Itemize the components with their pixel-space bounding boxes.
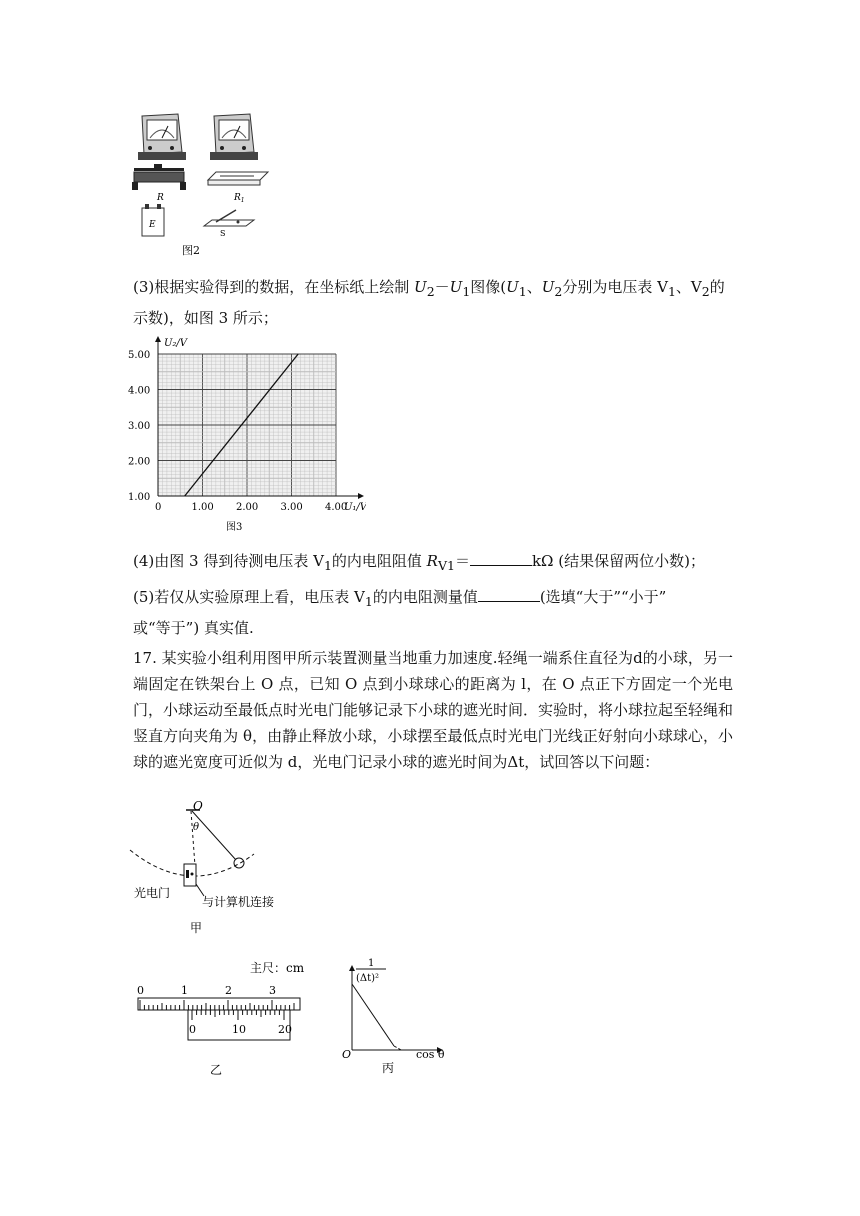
- question-17: 17. 某实验小组利用图甲所示装置测量当地重力加速度.轻绳一端系住直径为d的小球，另一端固定在铁架台上 O 点，已知 O 点到小球球心的距离为 l，在 O 点正下方固定一个光电门，小球运动至最低点时光电门能够记录下小球的遮光时间．实验时，将小球拉起至轻绳和竖直方向夹角为 θ，由静止释放小球，小球摆至最低点时光电门光线正好射向小球球心，小球的遮光宽度可近似为 d，光电门记录小球的遮光时间为Δt，试回答以下问题：: [133, 649, 734, 771]
- rheostat-icon: [132, 164, 186, 190]
- label-e: E: [149, 220, 156, 230]
- y-axis-arrow: [155, 336, 161, 342]
- x-label: cos θ: [416, 1048, 445, 1061]
- y-tick-label: 1.00: [128, 492, 151, 503]
- y-denominator: (Δt)²: [356, 973, 380, 984]
- figure-2-caption: 图2: [182, 244, 200, 257]
- x-axis-label: U₁/V: [344, 502, 366, 513]
- caption-jia: 甲: [190, 921, 203, 935]
- item-4: (4)由图 3 得到待测电压表 $V_1$的内电阻阻值 $R_{V1}= k\Omega$ (结果保留两位小数)；: [133, 552, 705, 573]
- item-5: (5)若仅从实验原理上看，电压表 $V_1$的内电阻测量值 (选填“大于”“小于” 或“等于”) 真实值.: [133, 588, 667, 637]
- vernier-tick-label: 0: [189, 1023, 196, 1036]
- answer-blank-5[interactable]: [478, 587, 540, 602]
- x-tick-label: 0: [155, 502, 162, 513]
- vernier-tick-label: 10: [232, 1023, 246, 1036]
- y-tick-label: 5.00: [128, 350, 151, 361]
- x-axis-arrow: [358, 493, 364, 499]
- gate-label: 光电门: [134, 886, 171, 900]
- x-tick-label: 2.00: [236, 502, 259, 513]
- main-tick-label: 0: [137, 984, 144, 997]
- caption-bing: 丙: [382, 1061, 395, 1075]
- vernier-tick-label: 20: [278, 1023, 292, 1036]
- figure-yi-drawing: [130, 956, 310, 1082]
- figure-yi: [130, 956, 310, 1082]
- resistor-board-icon: [208, 172, 268, 185]
- origin-o: O: [342, 1048, 352, 1061]
- figure-jia: [126, 800, 316, 940]
- figure-bing-drawing: [336, 954, 450, 1080]
- y-axis-label: U₂/V: [164, 338, 188, 349]
- y-numerator: 1: [368, 958, 375, 969]
- voltmeter-2-icon: [210, 114, 258, 160]
- main-scale-label: 主尺：cm: [250, 961, 305, 975]
- chart-caption: 图3: [226, 522, 243, 533]
- y-tick-label: 4.00: [128, 385, 151, 397]
- figure-jia-drawing: [126, 800, 316, 940]
- label-s: S: [220, 229, 226, 238]
- x-tick-label: 1.00: [191, 502, 214, 513]
- y-tick-label: 3.00: [128, 421, 151, 432]
- caption-yi: 乙: [210, 1063, 223, 1077]
- point-o: O: [193, 800, 203, 813]
- figure-3-chart: [126, 334, 366, 534]
- label-r: R: [157, 193, 164, 203]
- connect-label: 与计算机连接: [202, 895, 275, 909]
- switch-icon: [204, 210, 254, 226]
- item-3: (3)根据实验得到的数据，在坐标纸上绘制 $U_2-U_1$图像($U_1$、$U_2$分别为电压表 $V_1$、$V_2$的示数)，如图 3 所示；: [133, 278, 725, 327]
- figure-bing: [336, 954, 450, 1080]
- voltmeter-1-icon: [138, 114, 186, 160]
- main-tick-label: 2: [225, 984, 232, 997]
- y-tick-label: 2.00: [128, 456, 151, 468]
- answer-blank-4[interactable]: [470, 551, 532, 566]
- figure-2: [128, 108, 278, 258]
- label-r1: $R_1$: [234, 193, 245, 204]
- chart-svg: [126, 334, 366, 534]
- figure-2-drawing: [128, 108, 278, 258]
- x-tick-label: 3.00: [280, 502, 303, 513]
- main-tick-label: 1: [181, 984, 188, 997]
- x-tick-label: 4.00: [325, 502, 348, 513]
- angle-theta: θ: [193, 822, 200, 833]
- main-tick-label: 3: [269, 984, 276, 997]
